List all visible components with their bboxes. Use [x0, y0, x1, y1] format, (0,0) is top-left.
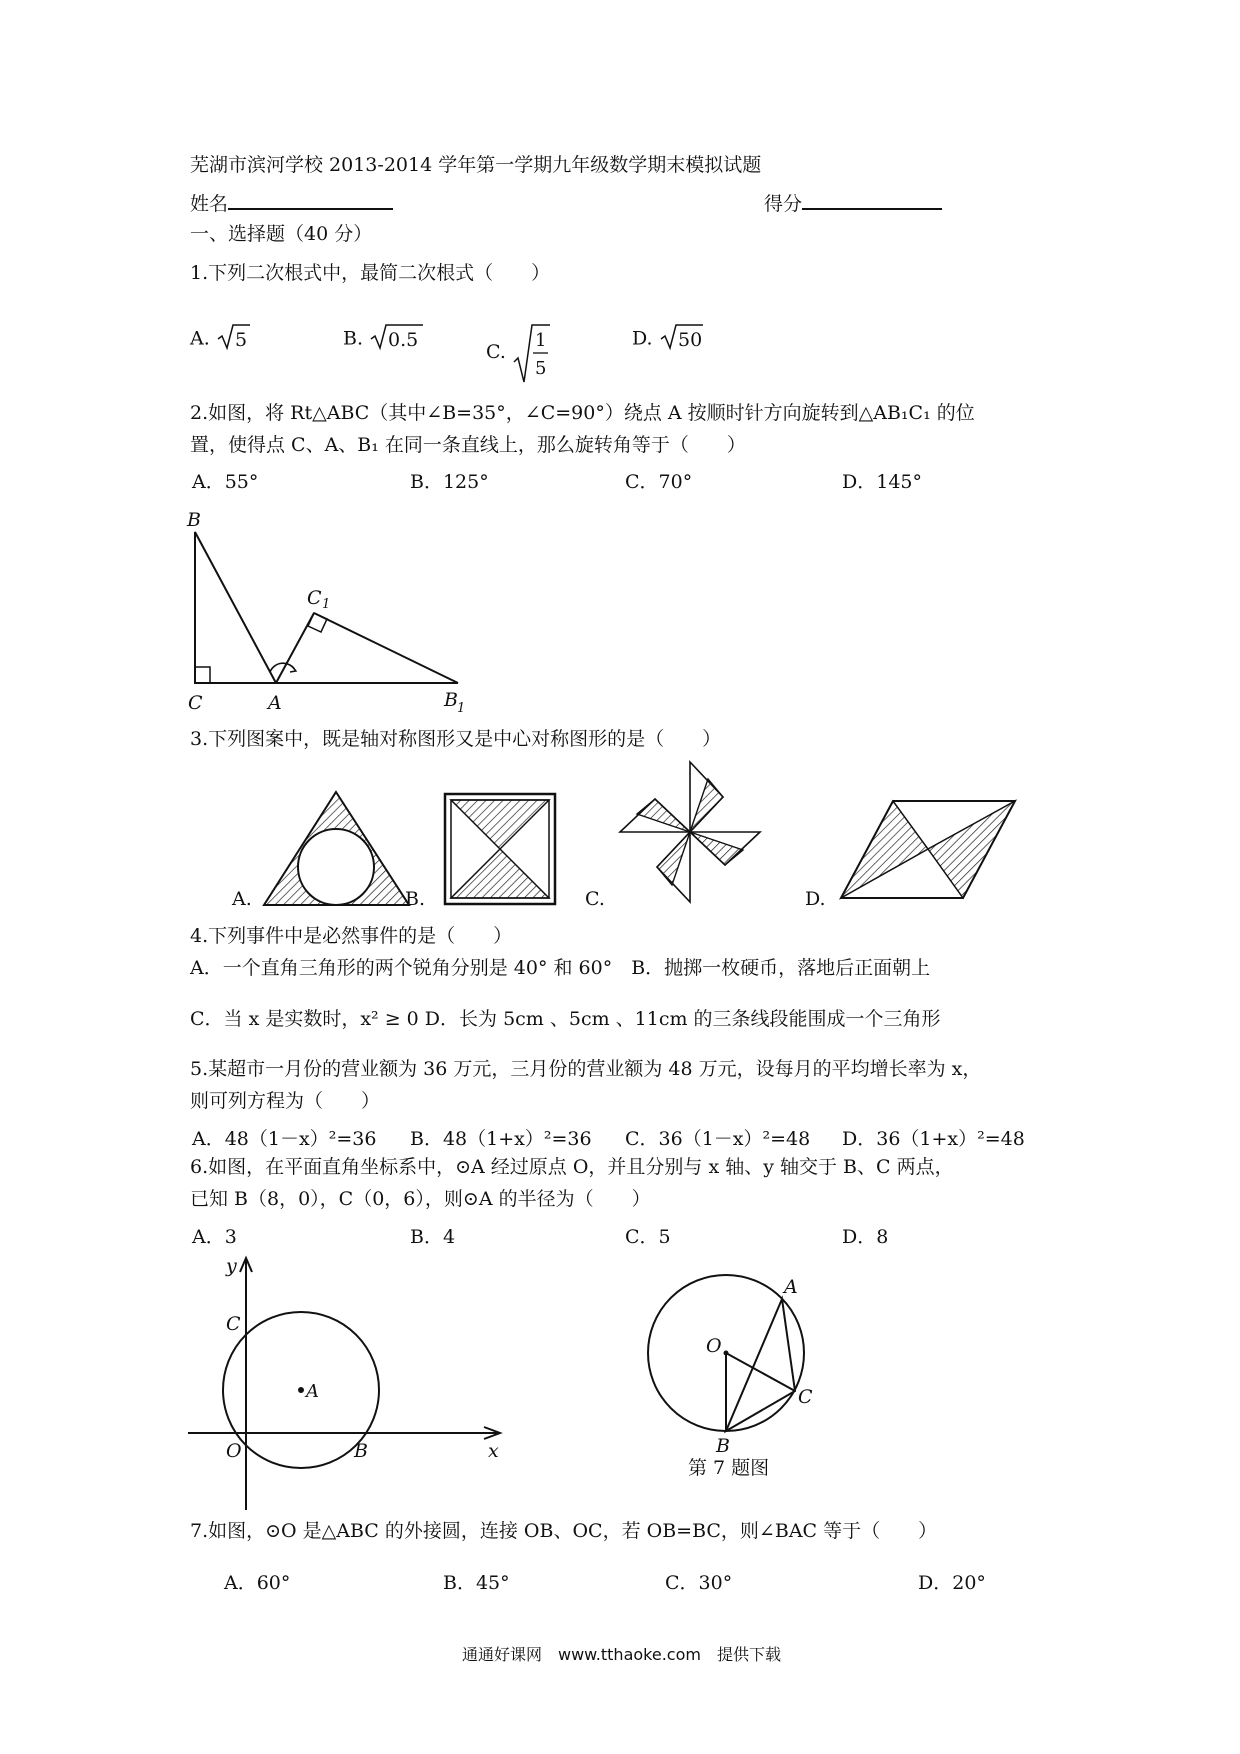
q6-option-a[interactable]: A．3	[192, 1226, 237, 1248]
q3-option-d[interactable]: D.	[805, 888, 826, 910]
name-label: 姓名	[190, 193, 229, 215]
score-blank[interactable]	[802, 190, 942, 210]
q5-option-c[interactable]: C．36（1－x）²=48	[625, 1128, 811, 1150]
label-c: C	[188, 692, 203, 714]
score-field	[764, 190, 942, 216]
axis-label-x: x	[488, 1440, 499, 1462]
label-b: B	[187, 509, 201, 531]
q4-options-cd[interactable]: C．当 x 是实数时，x² ≥ 0 D．长为 5cm 、5cm 、11cm 的三条线段能围成一个三角形	[190, 1008, 941, 1030]
figure-7-caption: 第 7 题图	[688, 1457, 770, 1479]
question-2-line1: 2.如图，将 Rt△ABC（其中∠B=35°，∠C=90°）绕点 A 按顺时针方向旋转到△AB₁C₁ 的位	[190, 402, 975, 424]
q7-option-b[interactable]: B．45°	[443, 1572, 510, 1594]
q3-figure-b-square	[443, 792, 558, 911]
question-5-line2: 则可列方程为（ ）	[190, 1090, 381, 1112]
question-6-line1: 6.如图，在平面直角坐标系中，⊙A 经过原点 O，并且分别与 x 轴、y 轴交于 B、C 两点，	[190, 1156, 954, 1178]
question-6-line2: 已知 B（8，0），C（0，6），则⊙A 的半径为（ ）	[190, 1188, 651, 1210]
q3-option-c[interactable]: C.	[585, 888, 605, 910]
sqrt-5	[216, 322, 252, 357]
label-b1: B	[444, 689, 458, 711]
q1-option-d[interactable]	[632, 322, 705, 357]
q5-option-b[interactable]: B．48（1+x）²=36	[410, 1128, 592, 1150]
question-7-stem: 7.如图，⊙O 是△ABC 的外接圆，连接 OB、OC，若 OB=BC，则∠BAC 等于（ ）	[190, 1520, 938, 1542]
q7-option-c[interactable]: C．30°	[665, 1572, 733, 1594]
name-blank[interactable]	[228, 190, 393, 210]
q6-option-d[interactable]: D．8	[842, 1226, 889, 1248]
question-5-line1: 5.某超市一月份的营业额为 36 万元，三月份的营业额为 48 万元，设每月的平均增长率为 x，	[190, 1058, 982, 1080]
label-c: C	[798, 1386, 813, 1408]
score-label: 得分	[764, 193, 803, 215]
label-c: C	[226, 1313, 241, 1335]
footer-credit: 通通好课网 www.tthaoke.com 提供下载	[462, 1645, 781, 1664]
q6-option-c[interactable]: C．5	[625, 1226, 671, 1248]
q3-figure-d-parallelogram	[838, 798, 1018, 907]
q5-option-d[interactable]: D．36（1+x）²=48	[842, 1128, 1025, 1150]
label-c1-subscript: 1	[322, 597, 331, 612]
q1-option-c-label: C.	[486, 341, 506, 363]
axis-label-y: y	[226, 1255, 237, 1277]
q4-options-ab[interactable]: A．一个直角三角形的两个锐角分别是 40° 和 60° B．抛掷一枚硬币，落地后正面朝上	[190, 957, 931, 979]
sqrt-0-5	[369, 322, 425, 357]
q2-option-d[interactable]: D．145°	[842, 471, 922, 493]
label-o: O	[706, 1335, 722, 1357]
q2-option-b[interactable]: B．125°	[410, 471, 489, 493]
label-b: B	[716, 1435, 730, 1455]
radicand-5: 5	[234, 329, 247, 351]
fraction-denominator: 5	[534, 358, 547, 379]
q1-option-b[interactable]	[343, 322, 425, 357]
q2-rotation-figure	[180, 500, 480, 724]
label-c1: C	[307, 587, 322, 609]
radicand-50: 50	[677, 329, 702, 351]
q1-option-a[interactable]	[190, 322, 252, 357]
section-heading: 一、选择题（40 分）	[190, 223, 373, 245]
q3-figure-c-pinwheel	[618, 757, 763, 911]
q3-option-a[interactable]: A.	[232, 888, 252, 910]
label-origin-o: O	[226, 1440, 242, 1462]
q3-option-b[interactable]: B.	[405, 888, 426, 910]
page-title: 芜湖市滨河学校 2013-2014 学年第一学期九年级数学期末模拟试题	[190, 154, 762, 176]
question-2-line2: 置，使得点 C、A、B₁ 在同一条直线上，那么旋转角等于（ ）	[190, 434, 746, 456]
q1-option-b-label: B.	[343, 327, 364, 350]
q2-option-c[interactable]: C．70°	[625, 471, 693, 493]
q5-option-a[interactable]: A．48（1－x）²=36	[192, 1128, 377, 1150]
question-4-stem: 4.下列事件中是必然事件的是（ ）	[190, 925, 513, 947]
label-a: A	[268, 692, 282, 714]
radicand-0-5: 0.5	[388, 329, 419, 351]
q6-coordinate-figure	[180, 1250, 510, 1519]
question-3-stem: 3.下列图案中，既是轴对称图形又是中心对称图形的是（ ）	[190, 728, 722, 750]
label-b1-subscript: 1	[457, 701, 466, 716]
q2-option-a[interactable]: A．55°	[192, 471, 259, 493]
q7-option-d[interactable]: D．20°	[918, 1572, 986, 1594]
fraction-numerator: 1	[534, 330, 547, 351]
name-field	[190, 190, 393, 216]
q1-option-c[interactable]	[486, 322, 552, 391]
sqrt-50	[659, 322, 705, 357]
label-a: A	[784, 1276, 798, 1298]
sqrt-one-fifth	[512, 322, 552, 391]
label-a: A	[306, 1381, 319, 1402]
q3-figure-a-triangle	[262, 790, 412, 914]
label-b: B	[354, 1440, 368, 1462]
q7-option-a[interactable]: A．60°	[224, 1572, 291, 1594]
q1-option-a-label: A.	[190, 327, 210, 350]
question-1-stem: 1.下列二次根式中，最简二次根式（ ）	[190, 262, 551, 284]
q1-option-d-label: D.	[632, 327, 653, 350]
q6-option-b[interactable]: B．4	[410, 1226, 456, 1248]
q7-circle-figure	[640, 1265, 840, 1459]
